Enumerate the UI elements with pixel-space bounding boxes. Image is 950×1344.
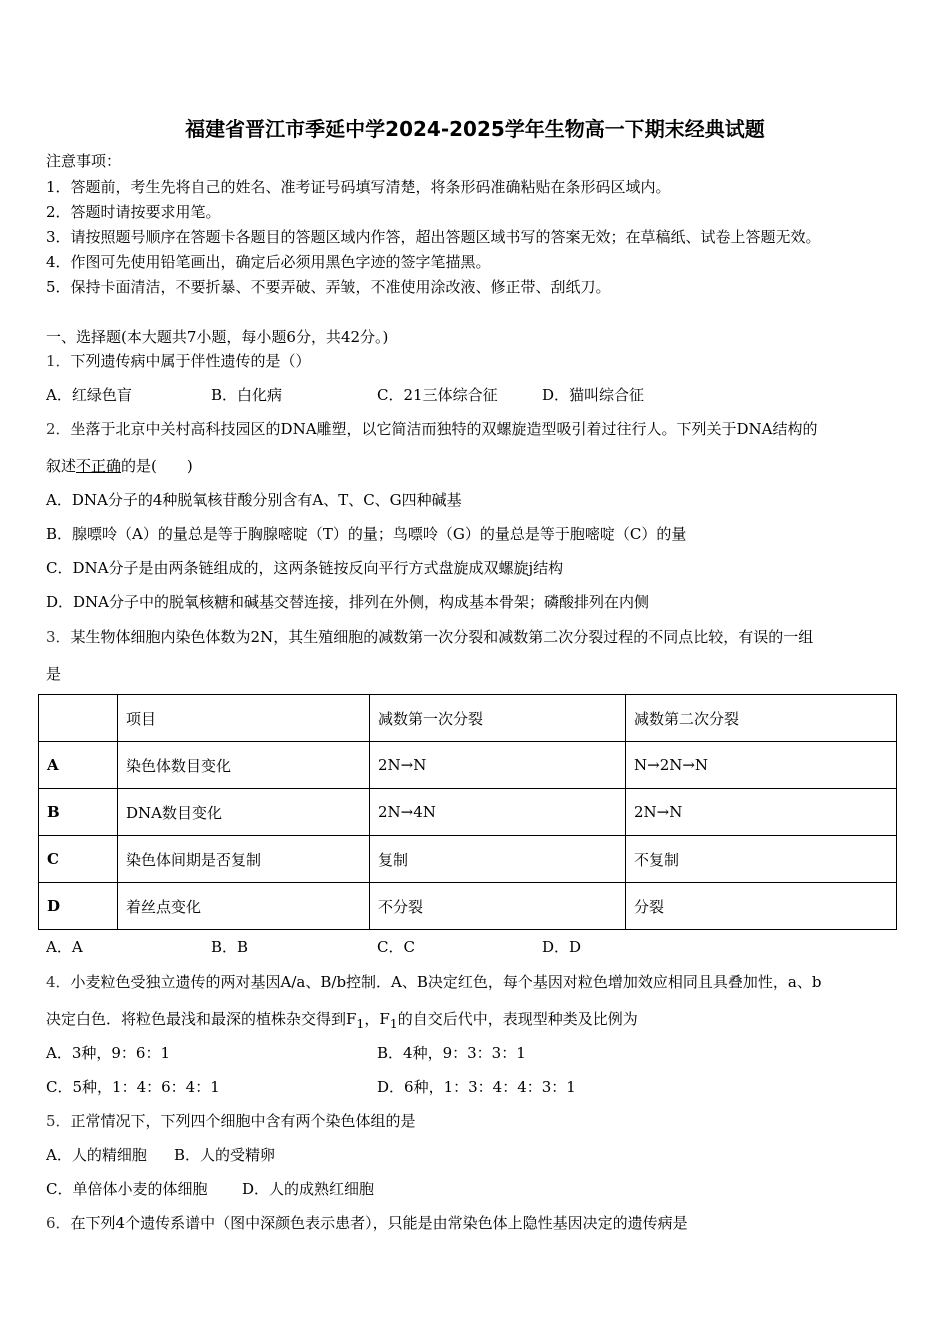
question-stem: 下列遗传病中属于伴性遗传的是（） [70,352,311,370]
option-b[interactable]: B．4种，9：3：3：1 [377,1044,526,1062]
option-a[interactable]: A．A [46,938,83,956]
table-cell: 不分裂 [370,883,626,930]
question-2-stem-cont [46,456,193,476]
comparison-table [38,694,897,930]
table-cell: 2N→4N [370,789,626,836]
option-b[interactable]: B．B [211,938,249,956]
table-row [39,836,897,883]
question-stem: 正常情况下，下列四个细胞中含有两个染色体组的是 [70,1112,416,1130]
option-d[interactable]: D．猫叫综合征 [542,386,645,404]
question-5-options-row1 [46,1145,275,1165]
table-cell: B [39,789,118,836]
question-3-stem-cont: 是 [46,665,62,683]
question-4 [46,972,821,992]
stem-text: 叙述 [46,457,77,475]
table-cell: D [39,883,118,930]
question-stem: 在下列4个遗传系谱中（图中深颜色表示患者），只能是由常染色体上隐性基因决定的遗传病是 [70,1214,688,1232]
subscript: 1 [356,1016,365,1031]
option-c[interactable]: C．DNA分子是由两条链组成的，这两条链按反向平行方式盘旋成双螺旋j结构 [46,559,564,577]
question-stem: 某生物体细胞内染色体数为2N，其生殖细胞的减数第一次分裂和减数第二次分裂过程的不同点比较，有误的一组 [70,628,814,646]
stem-text: 的自交后代中，表现型种类及比例为 [397,1010,638,1028]
option-a[interactable]: A．人的精细胞 [46,1146,147,1164]
notice-item: 4．作图可先使用铅笔画出，确定后必须用黑色字迹的签字笔描黑。 [46,253,491,271]
notice-item: 1．答题前，考生先将自己的姓名、准考证号码填写清楚，将条形码准确粘贴在条形码区域内。 [46,178,671,196]
question-number: 2． [46,420,71,438]
table-cell: N→2N→N [626,742,897,789]
option-c[interactable]: C．C [377,938,415,956]
table-row [39,742,897,789]
table-cell: 复制 [370,836,626,883]
question-3 [46,627,813,647]
question-4-options-row2 [46,1077,576,1097]
table-header [39,695,118,742]
question-stem: 坐落于北京中关村高科技园区的DNA雕塑，以它简洁而独特的双螺旋造型吸引着过往行人。下列关于DNA结构的 [70,420,818,438]
option-c[interactable]: C．单倍体小麦的体细胞 [46,1180,208,1198]
question-2 [46,419,818,439]
table-cell: 染色体间期是否复制 [118,836,370,883]
question-stem: 小麦粒色受独立遗传的两对基因A/a、B/b控制．A、B决定红色，每个基因对粒色增加效应相同且具叠加性，a、b [70,973,822,991]
table-cell: 着丝点变化 [118,883,370,930]
table-cell: DNA数目变化 [118,789,370,836]
question-1 [46,351,311,371]
option-a[interactable]: A．DNA分子的4种脱氧核苷酸分别含有A、T、C、G四种碱基 [46,491,462,509]
question-5 [46,1111,416,1131]
question-6 [46,1213,688,1233]
stem-text: 决定白色．将粒色最浅和最深的植株杂交得到F [46,1010,357,1028]
question-number: 5． [46,1112,71,1130]
table-cell: 染色体数目变化 [118,742,370,789]
question-5-options-row2 [46,1179,374,1199]
option-b[interactable]: B．腺嘌呤（A）的量总是等于胸腺嘧啶（T）的量；鸟嘌呤（G）的量总是等于胞嘧啶（C）的量 [46,525,687,543]
option-d[interactable]: D．DNA分子中的脱氧核糖和碱基交替连接，排列在外侧，构成基本骨架；磷酸排列在内侧 [46,593,650,611]
table-header-row [39,695,897,742]
option-c[interactable]: C．5种，1：4：6：4：1 [46,1078,220,1096]
option-d[interactable]: D．D [542,938,582,956]
table-header: 减数第二次分裂 [626,695,897,742]
stem-underlined: 不正确 [76,457,122,475]
notice-item: 2．答题时请按要求用笔。 [46,203,221,221]
table-cell: 分裂 [626,883,897,930]
notice-item: 3．请按照题号顺序在答题卡各题目的答题区域内作答，超出答题区域书写的答案无效；在草稿纸、试卷上答题无效。 [46,228,821,246]
table-cell: 2N→N [626,789,897,836]
question-3-options [46,937,581,957]
stem-text: 的是( ) [121,457,193,475]
table-cell: 2N→N [370,742,626,789]
question-number: 6． [46,1214,71,1232]
option-c[interactable]: C．21三体综合征 [377,386,498,404]
section-heading: 一、选择题(本大题共7小题，每小题6分，共42分。) [46,328,389,346]
option-b[interactable]: B．人的受精卵 [174,1146,276,1164]
option-d[interactable]: D．6种，1：3：4：4：3：1 [377,1078,576,1096]
option-a[interactable]: A．3种，9：6：1 [46,1044,171,1062]
option-a[interactable]: A．红绿色盲 [46,386,132,404]
subscript: 1 [389,1016,398,1031]
option-b[interactable]: B．白化病 [211,386,283,404]
option-d[interactable]: D．人的成熟红细胞 [242,1180,375,1198]
question-number: 3． [46,628,71,646]
stem-text: ，F [364,1010,390,1028]
question-number: 4． [46,973,71,991]
table-header: 减数第一次分裂 [370,695,626,742]
question-4-options-row1 [46,1043,526,1063]
table-row [39,883,897,930]
page-title: 福建省晋江市季延中学2024-2025学年生物高一下期末经典试题 [185,117,765,141]
question-number: 1． [46,352,71,370]
notice-heading: 注意事项： [46,152,122,170]
question-4-stem-cont [46,1009,638,1034]
table-cell: C [39,836,118,883]
table-cell: A [39,742,118,789]
notice-item: 5．保持卡面清洁，不要折暴、不要弄破、弄皱，不准使用涂改液、修正带、刮纸刀。 [46,278,611,296]
table-cell: 不复制 [626,836,897,883]
table-row [39,789,897,836]
table-header: 项目 [118,695,370,742]
question-1-options [46,385,644,405]
